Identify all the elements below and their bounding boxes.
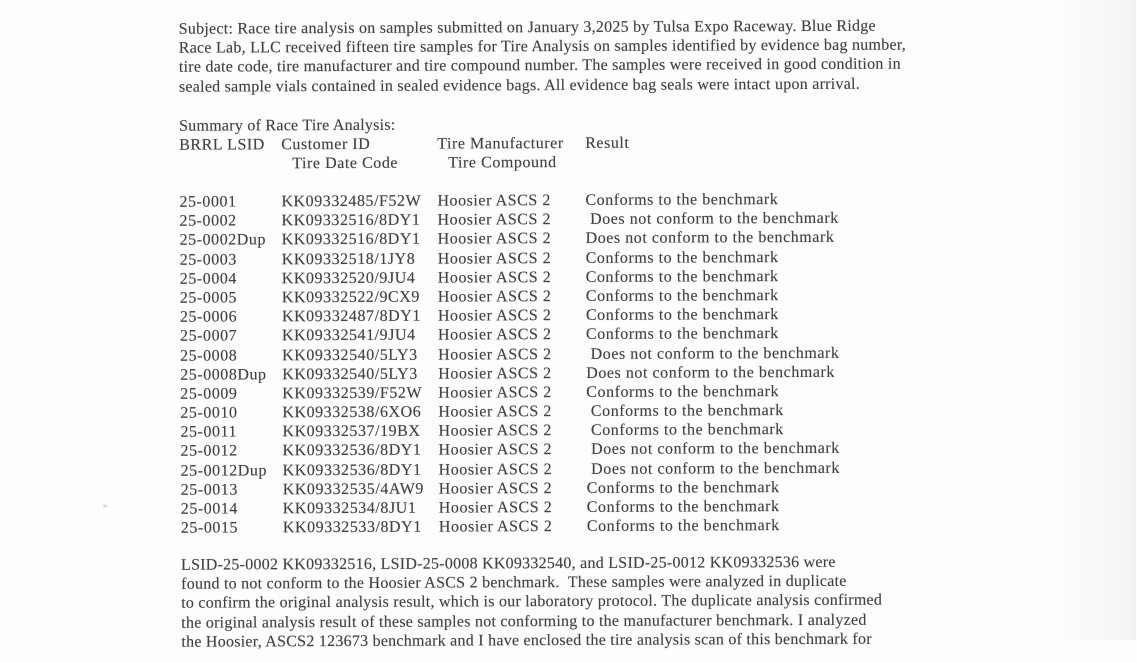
table-header-row-2 — [179, 153, 629, 174]
cell-result: Conforms to the benchmark — [586, 517, 780, 536]
cell-result: Does not conform to the benchmark — [585, 210, 839, 229]
header-brrl-lsid: BRRL LSID — [179, 136, 265, 154]
cell-brrl-lsid: 25-0008 — [180, 346, 238, 365]
cell-customer-id: KK09332538/6XO6 — [282, 403, 422, 422]
cell-customer-id: KK09332516/8DY1 — [281, 211, 421, 230]
cell-tire-manufacturer: Hoosier ASCS 2 — [438, 403, 552, 421]
cell-result: Conforms to the benchmark — [586, 498, 780, 516]
cell-brrl-lsid: 25-0005 — [179, 289, 238, 307]
cell-result: Conforms to the benchmark — [585, 267, 779, 286]
closing-line: to confirm the original analysis result, which is our laboratory protocol. The duplicate analysis confirmed — [181, 592, 883, 613]
cell-brrl-lsid: 25-0010 — [180, 404, 238, 422]
cell-result: Conforms to the benchmark — [586, 402, 784, 420]
cell-tire-manufacturer: Hoosier ASCS 2 — [438, 499, 553, 517]
cell-brrl-lsid: 25-0004 — [179, 270, 237, 288]
cell-brrl-lsid: 25-0012Dup — [180, 461, 268, 480]
cell-result: Conforms to the benchmark — [586, 382, 780, 401]
cell-tire-manufacturer: Hoosier ASCS 2 — [437, 288, 552, 306]
cell-tire-manufacturer: Hoosier ASCS 2 — [438, 364, 552, 383]
cell-brrl-lsid: 25-0008Dup — [180, 366, 267, 384]
cell-brrl-lsid: 25-0002Dup — [179, 231, 267, 250]
table-header — [179, 134, 629, 174]
cell-customer-id: KK09332533/8DY1 — [282, 518, 422, 537]
cell-tire-manufacturer: Hoosier ASCS 2 — [437, 211, 552, 229]
cell-brrl-lsid: 25-0015 — [180, 519, 239, 537]
cell-tire-manufacturer: Hoosier ASCS 2 — [438, 479, 553, 498]
header-tire-manufacturer: Tire Manufacturer — [437, 135, 564, 153]
cell-brrl-lsid: 25-0011 — [180, 423, 238, 441]
closing-line: found to not conform to the Hoosier ASCS 2 benchmark. These samples were analyzed in duplicate — [181, 572, 847, 593]
subject-line: sealed sample vials contained in sealed evidence bags. All evidence bag seals were intact upon arrival. — [178, 75, 861, 96]
cell-tire-manufacturer: Hoosier ASCS 2 — [438, 345, 552, 364]
cell-tire-manufacturer: Hoosier ASCS 2 — [437, 268, 552, 287]
subject-paragraph — [179, 17, 907, 97]
cell-tire-manufacturer: Hoosier ASCS 2 — [438, 441, 553, 460]
summary-title: Summary of Race Tire Analysis: — [179, 116, 396, 135]
closing-line: the Hoosier, ASCS2 123673 benchmark and I have enclosed the tire analysis scan of this benchmark for — [181, 630, 872, 651]
cell-tire-manufacturer: Hoosier ASCS 2 — [438, 518, 553, 536]
cell-result: Conforms to the benchmark — [585, 191, 779, 209]
cell-result: Conforms to the benchmark — [585, 325, 779, 344]
closing-line: LSID-25-0002 KK09332516, LSID-25-0008 KK09332540, and LSID-25-0012 KK09332536 were — [180, 553, 836, 574]
scan-artifact-speck — [321, 506, 323, 508]
cell-result: Conforms to the benchmark — [585, 306, 779, 325]
cell-customer-id: KK09332540/5LY3 — [282, 346, 418, 364]
cell-customer-id: KK09332534/8JU1 — [282, 499, 417, 518]
cell-customer-id: KK09332536/8DY1 — [282, 461, 422, 479]
cell-customer-id: KK09332487/8DY1 — [281, 307, 421, 326]
cell-customer-id: KK09332516/8DY1 — [281, 231, 421, 249]
cell-brrl-lsid: 25-0013 — [180, 481, 238, 499]
cell-customer-id: KK09332540/5LY3 — [282, 365, 418, 383]
header-result: Result — [585, 134, 630, 152]
cell-tire-manufacturer: Hoosier ASCS 2 — [437, 307, 552, 325]
cell-customer-id: KK09332539/F52W — [282, 384, 423, 403]
cell-customer-id: KK09332535/4AW9 — [282, 480, 424, 499]
cell-result: Conforms to the benchmark — [586, 478, 780, 497]
header-spacer — [596, 153, 629, 172]
cell-result: Does not conform to the benchmark — [586, 459, 840, 478]
cell-tire-manufacturer: Hoosier ASCS 2 — [438, 422, 552, 440]
subject-line: tire date code, tire manufacturer and tire compound number. The samples were received in good condition in — [178, 55, 901, 77]
cell-customer-id: KK09332537/19BX — [282, 422, 421, 441]
cell-tire-manufacturer: Hoosier ASCS 2 — [437, 249, 552, 268]
cell-brrl-lsid: 25-0009 — [180, 385, 238, 403]
cell-customer-id: KK09332541/9JU4 — [281, 326, 416, 345]
cell-tire-manufacturer: Hoosier ASCS 2 — [437, 326, 552, 344]
cell-brrl-lsid: 25-0003 — [179, 251, 237, 269]
closing-paragraph — [181, 553, 882, 652]
cell-brrl-lsid: 25-0001 — [179, 193, 237, 211]
cell-tire-manufacturer: Hoosier ASCS 2 — [438, 460, 553, 479]
cell-result: Conforms to the benchmark — [585, 248, 779, 267]
closing-line: the original analysis result of these samples not conforming to the manufacturer benchmark. I analyzed — [181, 611, 867, 632]
cell-brrl-lsid: 25-0007 — [179, 327, 238, 346]
tire-analysis-table-body — [179, 190, 840, 538]
cell-tire-manufacturer: Hoosier ASCS 2 — [437, 230, 552, 248]
cell-result: Does not conform to the benchmark — [586, 440, 840, 459]
cell-customer-id: KK09332518/1JY8 — [281, 250, 416, 268]
cell-result: Does not conform to the benchmark — [585, 229, 835, 248]
header-spacer — [179, 154, 281, 174]
table-row — [181, 516, 840, 538]
cell-brrl-lsid: 25-0006 — [179, 308, 238, 326]
header-customer-id: Customer ID — [281, 135, 371, 154]
cell-customer-id: KK09332522/9CX9 — [281, 288, 420, 307]
cell-brrl-lsid: 25-0012 — [180, 442, 238, 461]
cell-customer-id: KK09332485/F52W — [281, 192, 422, 211]
cell-result: Does not conform to the benchmark — [586, 344, 840, 363]
cell-tire-manufacturer: Hoosier ASCS 2 — [438, 383, 552, 402]
cell-customer-id: KK09332536/8DY1 — [282, 442, 422, 460]
cell-result: Conforms to the benchmark — [586, 421, 784, 440]
cell-tire-manufacturer: Hoosier ASCS 2 — [437, 192, 551, 210]
cell-result: Conforms to the benchmark — [585, 287, 779, 305]
cell-brrl-lsid: 25-0002 — [179, 212, 237, 230]
subject-line: Race Lab, LLC received fifteen tire samples for Tire Analysis on samples identified by evidence bag number, — [178, 36, 907, 57]
cell-result: Does not conform to the benchmark — [586, 363, 835, 382]
header-tire-date-code: Tire Date Code — [292, 154, 399, 173]
cell-brrl-lsid: 25-0014 — [180, 500, 239, 518]
header-tire-compound: Tire Compound — [448, 154, 557, 172]
subject-line: Subject: Race tire analysis on samples submitted on January 3,2025 by Tulsa Expo Raceway. Blue Ridge — [178, 17, 876, 38]
table-header-row-1 — [179, 134, 629, 155]
cell-customer-id: KK09332520/9JU4 — [281, 269, 416, 287]
